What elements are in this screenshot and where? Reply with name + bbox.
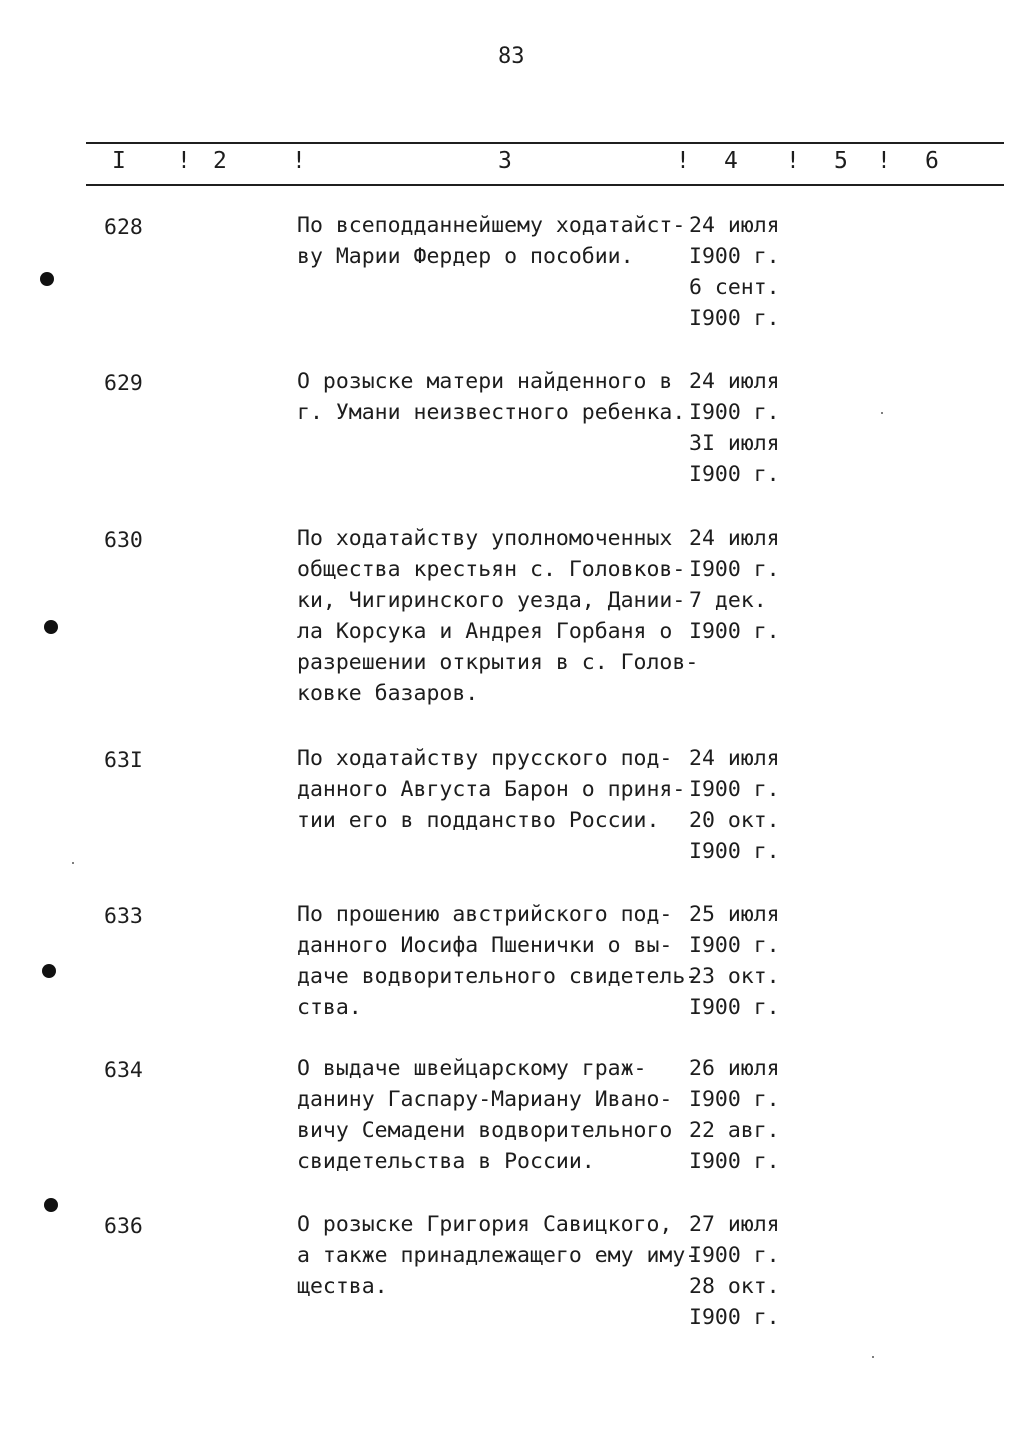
date-line: 23 окт. xyxy=(689,964,780,989)
title-line: О розыске Григория Савицкого, xyxy=(297,1212,673,1237)
scan-speck xyxy=(881,412,883,414)
title-line: разрешении открытия в с. Голов- xyxy=(297,650,699,675)
punch-hole-mark xyxy=(44,1198,58,1212)
entry-number: 629 xyxy=(104,371,143,396)
title-line: По прошению австрийского под- xyxy=(297,902,673,927)
date-line: I900 г. xyxy=(689,1305,780,1330)
title-line: ства. xyxy=(297,995,362,1020)
title-line: ла Корсука и Андрея Горбаня о xyxy=(297,619,673,644)
entry-title xyxy=(297,366,685,428)
date-line: 26 июля xyxy=(689,1056,780,1081)
entry-title xyxy=(297,1053,672,1177)
date-line: 25 июля xyxy=(689,902,780,927)
entry-dates xyxy=(689,743,780,867)
title-line: г. Умани неизвестного ребенка. xyxy=(297,400,686,425)
date-line: 20 окт. xyxy=(689,808,780,833)
title-line: даче водворительного свидетель- xyxy=(297,964,699,989)
title-line: а также принадлежащего ему иму- xyxy=(297,1243,699,1268)
punch-hole-mark xyxy=(44,620,58,634)
entry-number: 630 xyxy=(104,528,143,553)
entry-number: 63I xyxy=(104,748,143,773)
date-line: I900 г. xyxy=(689,1149,780,1174)
entry-dates xyxy=(689,366,780,490)
column-separator: ! xyxy=(786,148,800,174)
scan-speck xyxy=(872,1356,874,1358)
title-line: О выдаче швейцарскому граж- xyxy=(297,1056,647,1081)
entry-number: 634 xyxy=(104,1058,143,1083)
scan-speck xyxy=(72,862,74,864)
title-line: общества крестьян с. Головков- xyxy=(297,557,686,582)
title-line: свидетельства в России. xyxy=(297,1149,595,1174)
column-header-4: 4 xyxy=(724,148,738,174)
entry-number: 628 xyxy=(104,215,143,240)
entry-dates xyxy=(689,1209,780,1333)
date-line: 7 дек. xyxy=(689,588,767,613)
date-line: I900 г. xyxy=(689,557,780,582)
title-line: ки, Чигиринского уезда, Дании- xyxy=(297,588,686,613)
entry-number: 633 xyxy=(104,904,143,929)
entry-dates xyxy=(689,899,780,1023)
punch-hole-mark xyxy=(42,964,56,978)
column-header-6: 6 xyxy=(925,148,939,174)
title-line: ковке базаров. xyxy=(297,681,479,706)
date-line: I900 г. xyxy=(689,995,780,1020)
column-header-5: 5 xyxy=(834,148,848,174)
header-rule-top xyxy=(86,142,1004,144)
date-line: I900 г. xyxy=(689,1087,780,1112)
date-line: I900 г. xyxy=(689,777,780,802)
entry-dates xyxy=(689,210,780,334)
title-line: По ходатайству уполномоченных xyxy=(297,526,673,551)
date-line: 28 окт. xyxy=(689,1274,780,1299)
title-line: данину Гаспару-Мариану Ивано- xyxy=(297,1087,673,1112)
title-line: О розыске матери найденного в xyxy=(297,369,673,394)
title-line: щества. xyxy=(297,1274,388,1299)
title-line: данного Иосифа Пшенички о вы- xyxy=(297,933,673,958)
date-line: I900 г. xyxy=(689,839,780,864)
entry-title xyxy=(297,523,698,709)
date-line: 24 июля xyxy=(689,526,780,551)
date-line: 27 июля xyxy=(689,1212,780,1237)
entry-title xyxy=(297,210,685,272)
date-line: I900 г. xyxy=(689,619,780,644)
date-line: I900 г. xyxy=(689,1243,780,1268)
title-line: тии его в подданство России. xyxy=(297,808,660,833)
date-line: 24 июля xyxy=(689,369,780,394)
column-separator: ! xyxy=(177,148,191,174)
date-line: 24 июля xyxy=(689,213,780,238)
column-header-2: 2 xyxy=(213,148,227,174)
date-line: 3I июля xyxy=(689,431,780,456)
title-line: По всеподданнейшему ходатайст- xyxy=(297,213,686,238)
title-line: ву Марии Фердер о пособии. xyxy=(297,244,634,269)
column-header-1: I xyxy=(112,148,126,174)
entry-dates xyxy=(689,1053,780,1177)
header-rule-bottom xyxy=(86,184,1004,186)
title-line: данного Августа Барон о приня- xyxy=(297,777,686,802)
date-line: 6 сент. xyxy=(689,275,780,300)
date-line: 22 авг. xyxy=(689,1118,780,1143)
date-line: I900 г. xyxy=(689,400,780,425)
entry-title xyxy=(297,743,685,836)
date-line: I900 г. xyxy=(689,244,780,269)
date-line: 24 июля xyxy=(689,746,780,771)
column-separator: ! xyxy=(676,148,690,174)
punch-hole-mark xyxy=(40,272,54,286)
page-number: 83 xyxy=(498,44,525,69)
entry-dates xyxy=(689,523,780,647)
title-line: По ходатайству прусского под- xyxy=(297,746,673,771)
title-line: вичу Семадени водворительного xyxy=(297,1118,673,1143)
date-line: I900 г. xyxy=(689,933,780,958)
entry-title xyxy=(297,899,698,1023)
entry-number: 636 xyxy=(104,1214,143,1239)
column-header-3: 3 xyxy=(498,148,512,174)
entry-title xyxy=(297,1209,698,1302)
date-line: I900 г. xyxy=(689,306,780,331)
date-line: I900 г. xyxy=(689,462,780,487)
column-separator: ! xyxy=(877,148,891,174)
column-separator: ! xyxy=(292,148,306,174)
